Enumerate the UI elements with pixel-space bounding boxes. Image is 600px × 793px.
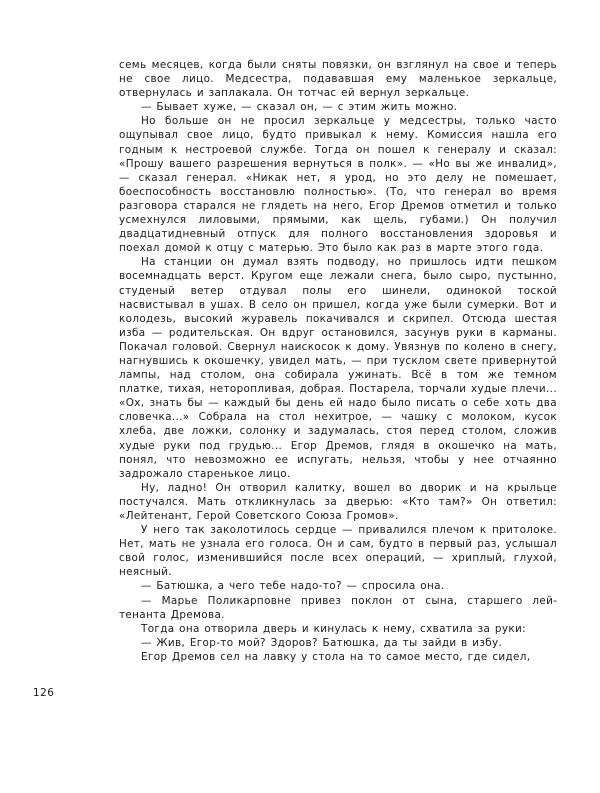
paragraph: У него так заколотилось сердце — привалился плечом к притолоке. Нет, мать не узнала его голоса. Он и сам, будто в первый раз, услышал свой голос, изменившийся после всех операций, — хриплый, глухой, неясный. [119,524,557,579]
paragraph: — Марье Поликарповне привез поклон от сына, старшего лейтенанта Дремова. [119,594,557,621]
paragraph: семь месяцев, когда были сняты повязки, он взглянул на свое и теперь не свое лицо. Медсестра, подававшая ему маленькое зеркальце, отвернулась и заплакала. Он тотчас ей вернул зеркальце. [119,59,557,100]
page-body [119,58,557,664]
paragraph: Тогда она отворила дверь и кинулась к нему, схватила за руки: [141,622,526,635]
paragraph: — Бывает хуже, — сказал он, — с этим жить можно. [141,101,458,114]
paragraph: — Жив, Егор-то мой? Здоров? Батюшка, да ты зайди в избу. [141,636,503,649]
page-number: 126 [33,687,55,699]
paragraph: На станции он думал взять подводу, но пришлось идти пешком восемнадцать верст. Кругом еще лежали снега, было сыро, пустынно, студеный ветер отдувал полы его шинели, одинокой тоской насвистывал в ушах. В село он пришел, когда уже были сумерки. Вот и колодезь, высокий журавель покачивался и скрипел. Отсюда шестая изба — родительская. Он вдруг остановился, засунув руки в карманы. Покачал головой. Свернул наискосок к дому. Увязнув по колено в снегу, нагнувшись к окошечку, увидел мать, — при тусклом свете привернутой лампы, над столом, она собирала ужинать. Всё в том же темном платке, тихая, неторопливая, добрая. Постарела, торчали худые плечи... «Ох, знать бы — каждый бы день ей надо было писать о себе хоть два словечка...» Собрала на стол нехитрое, — чашку с молоком, кусок хлеба, две ложки, солонку и задумалась, стоя перед столом, сложив худые руки под грудью... Егор Дремов, глядя в окошечко на мать, понял, что невозможно ее испугать, нельзя, чтобы у нее отчаянно задрожало старенькое лицо. [119,256,557,480]
paragraph: Но больше он не просил зеркальце у медсестры, только часто ощупывал свое лицо, будто привыкал к нему. Комиссия нашла его годным к нестроевой службе. Тогда он пошел к генералу и сказал: «Прошу вашего разрешения вернуться в полк». — «Но вы же инвалид», — сказал генерал. «Никак нет, я урод, но это делу не помешает, боеспособность восстановлю полностью». (То, что генерал во время разговора старался не глядеть на него, Егор Дремов отметил и только усмехнулся лиловыми, прямыми, как щель, губами.) Он получил двадцатидневный отпуск для полного восстановления здоровья и поехал домой к отцу с матерью. Это было как раз в марте этого года. [119,115,557,255]
paragraph: Ну, ладно! Он отворил калитку, вошел во дворик и на крыльце постучался. Мать откликнулась за дверью: «Кто там?» Он ответил: «Лейтенант, Герой Советского Союза Громов». [119,481,557,522]
paragraph: — Батюшка, а чего тебе надо-то? — спросила она. [141,580,445,593]
paragraph: Егор Дремов сел на лавку у стола на то самое место, где сидел, [141,650,531,663]
